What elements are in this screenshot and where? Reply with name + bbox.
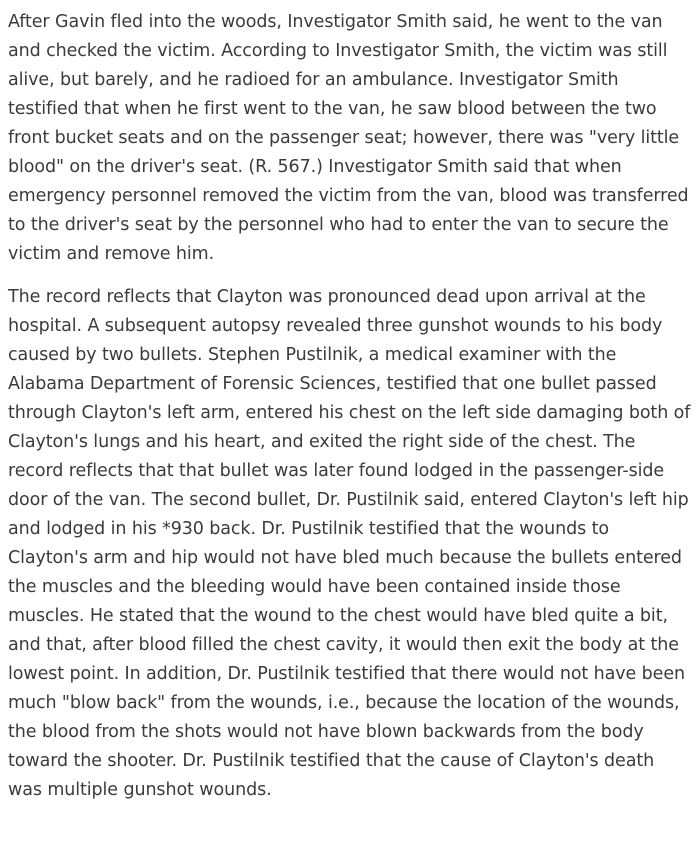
paragraph-testimony-smith: After Gavin fled into the woods, Investigator Smith said, he went to the van and checked the victim. According to Investigator Smith, the victim was still alive, but barely, and he radioed for an ambulance. Investigator Smith testified that when he first went to the van, he saw blood between the two front bucket seats and on the passenger seat; however, there was "very little blood" on the driver's seat. (R. 567.) Investigator Smith said that when emergency personnel removed the victim from the van, blood was transferred to the driver's seat by the personnel who had to enter the van to secure the victim and remove him. <box>8 12 689 264</box>
paragraph-autopsy-pustilnik: The record reflects that Clayton was pronounced dead upon arrival at the hospital. A subsequent autopsy revealed three gunshot wounds to his body caused by two bullets. Stephen Pustilnik, a medical examiner with the Alabama Department of Forensic Sciences, testified that one bullet passed through Clayton's left arm, entered his chest on the left side damaging both of Clayton's lungs and his heart, and exited the right side of the chest. The record reflects that that bullet was later found lodged in the passenger-side door of the van. The second bullet, Dr. Pustilnik said, entered Clayton's left hip and lodged in his *930 back. Dr. Pustilnik testified that the wounds to Clayton's arm and hip would not have bled much because the bullets entered the muscles and the bleeding would have been contained inside those muscles. He stated that the wound to the chest would have bled quite a bit, and that, after blood filled the chest cavity, it would then exit the body at the lowest point. In addition, Dr. Pustilnik testified that there would not have been much "blow back" from the wounds, i.e., because the location of the wounds, the blood from the shots would not have blown backwards from the body toward the shooter. Dr. Pustilnik testified that the cause of Clayton's death was multiple gunshot wounds. <box>8 287 691 800</box>
